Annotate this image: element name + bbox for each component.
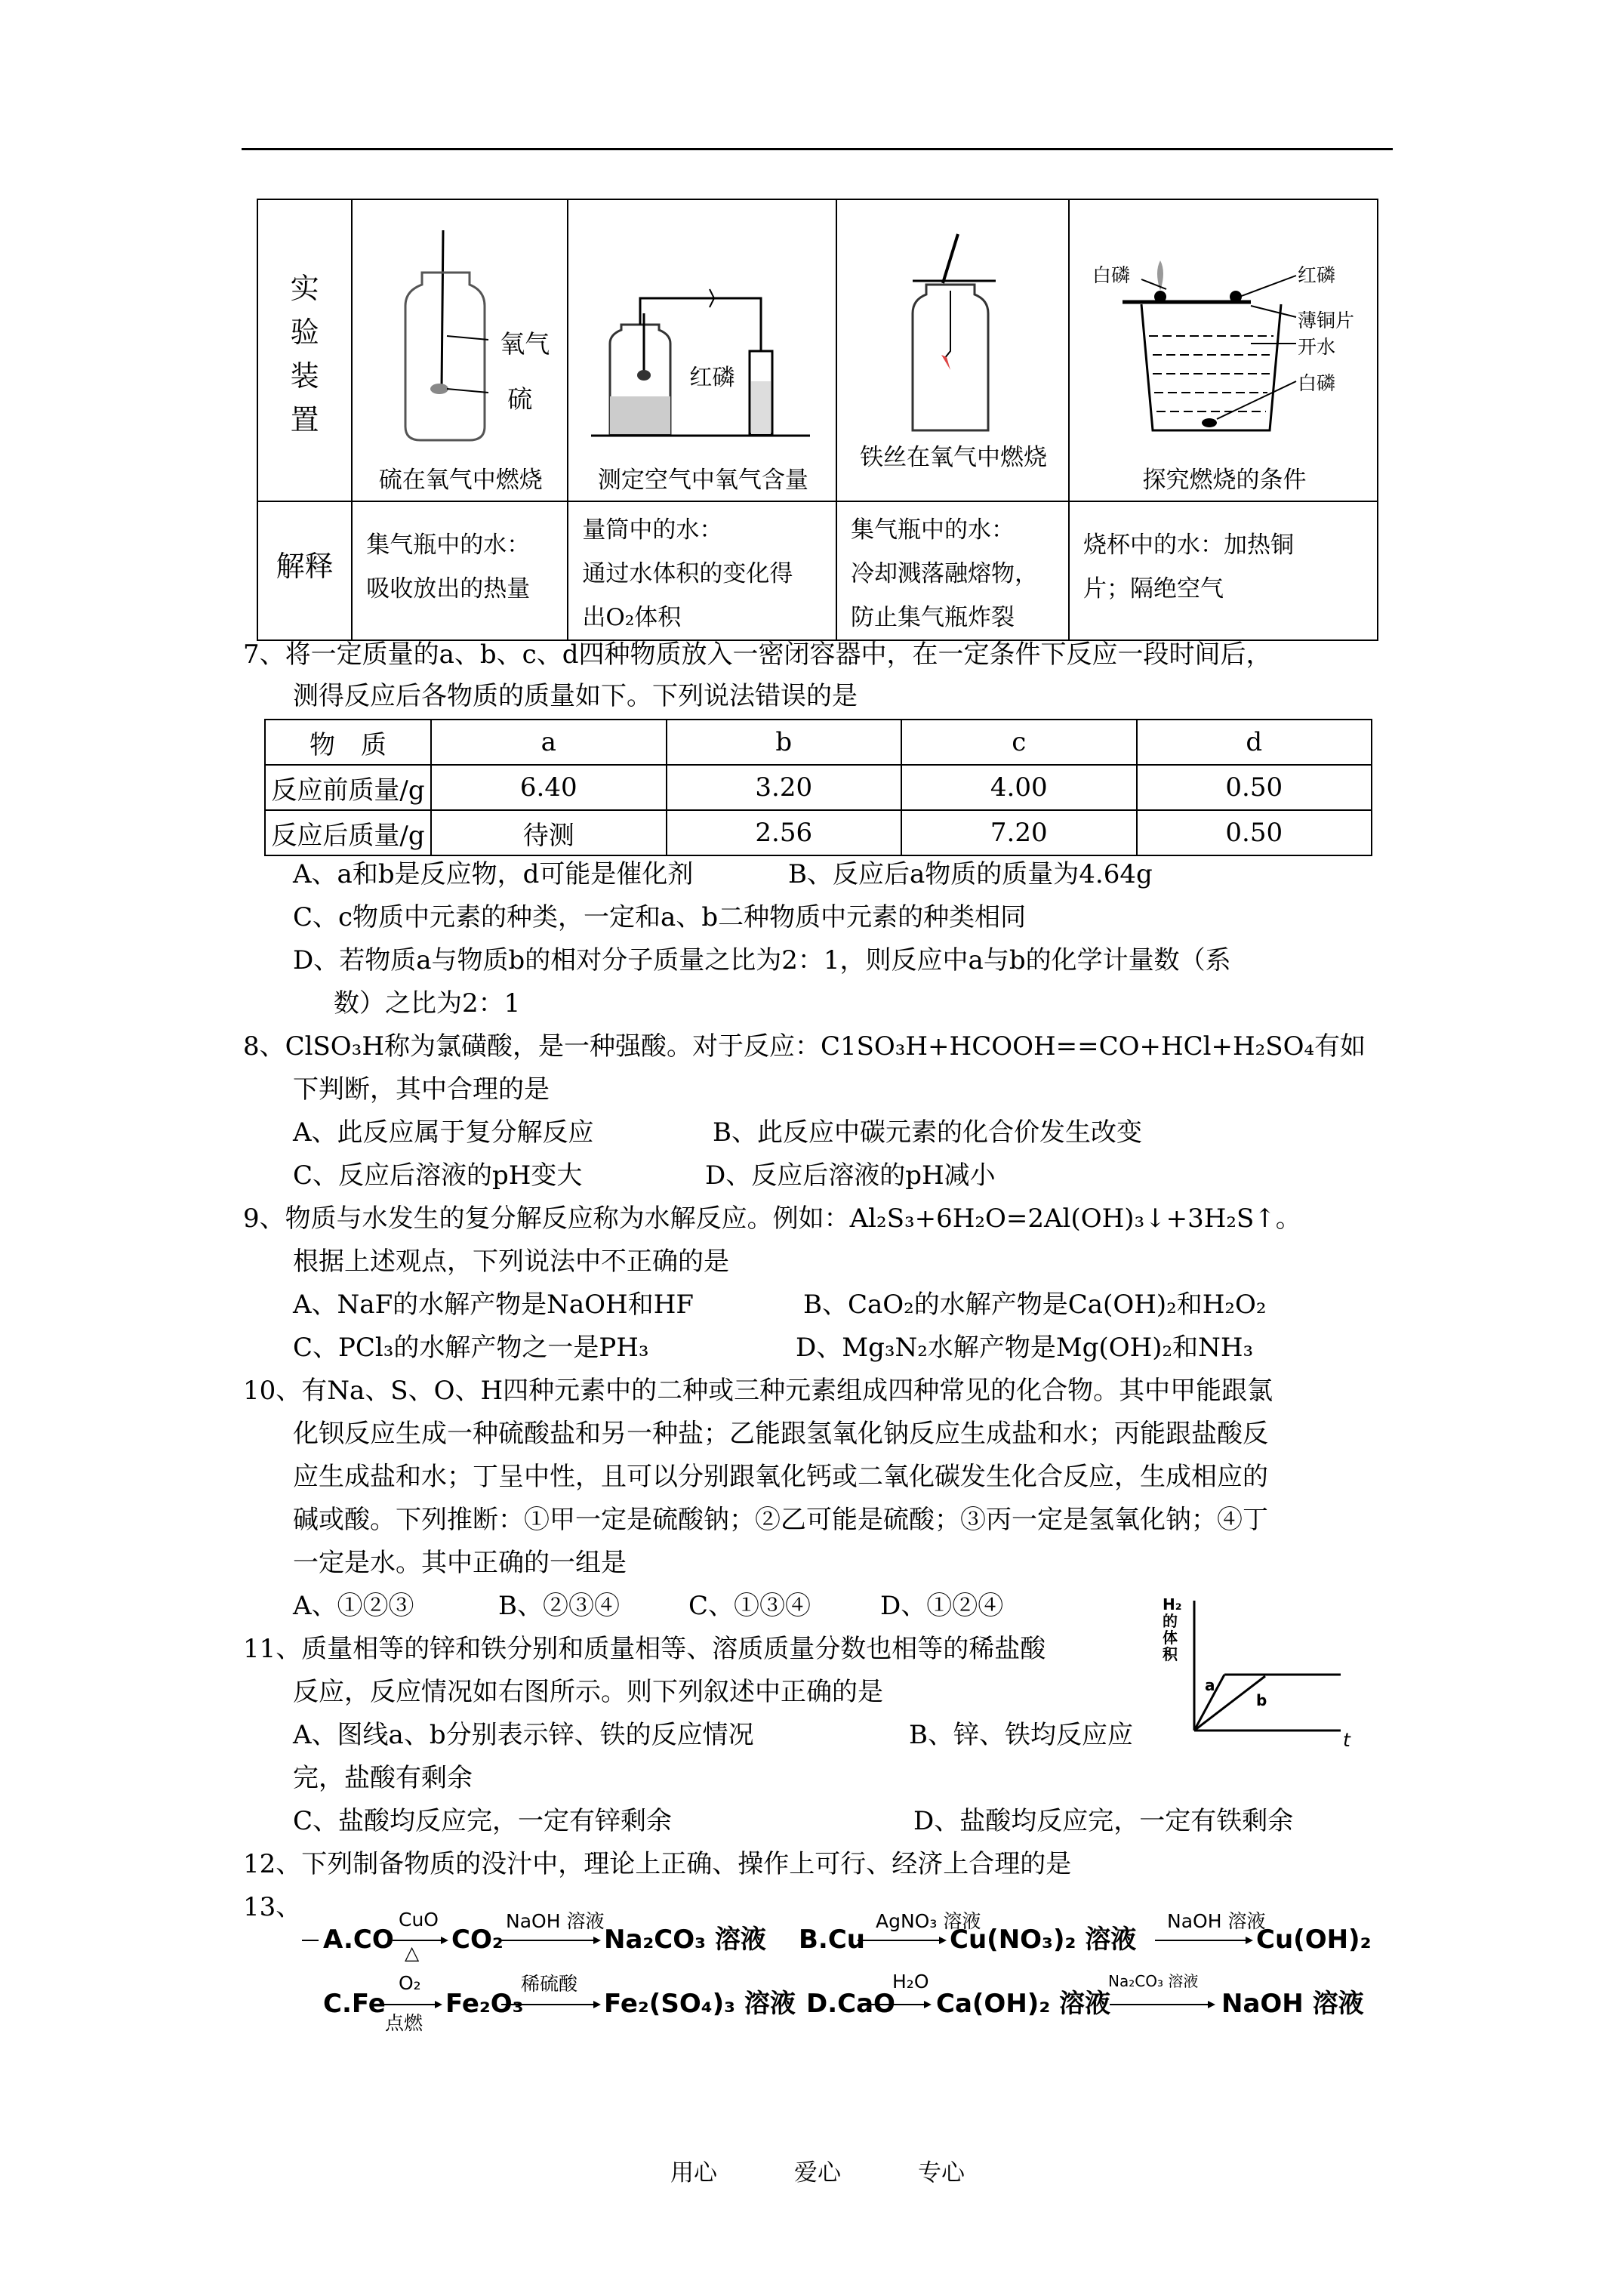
q10-option-c: C、①③④ (688, 1591, 812, 1621)
table-header-cell: c (901, 720, 1137, 765)
q13-b-reagent-2: NaOH 溶液 (1167, 1910, 1266, 1932)
table-cell: 0.50 (1137, 765, 1372, 810)
footer-text-3: 专心 (918, 2159, 965, 2187)
table-cell: 待测 (431, 810, 667, 855)
q10-option-a: A、①②③ (293, 1591, 414, 1621)
table-cell: 0.50 (1137, 810, 1372, 855)
expl-label-cell (257, 501, 352, 640)
q13-c-end: Fe₂(SO₄)₃ 溶液 (604, 1989, 796, 2019)
q9-stem-2: 根据上述观点，下列说法中不正确的是 (293, 1247, 729, 1277)
q13-c-start: C.Fe (323, 1989, 386, 2019)
label-red-phosphorus-2: 红磷 (1297, 264, 1335, 286)
label-copper-sheet: 薄铜片 (1297, 310, 1354, 331)
q10-line-5: 一定是水。其中正确的一组是 (293, 1548, 627, 1578)
footer-text-2: 爱心 (794, 2159, 841, 2187)
q13-b-end: Cu(OH)₂ (1256, 1925, 1372, 1955)
q13-a-condition-1: △ (405, 1942, 420, 1964)
q13-d-start: D.CaO (806, 1989, 895, 2019)
q9-option-a: A、NaF的水解产物是NaOH和HF (293, 1290, 694, 1320)
explanation-sulfur: 集气瓶中的水： 吸收放出的热量 (366, 532, 531, 603)
q13-a-end: Na₂CO₃ 溶液 (604, 1925, 766, 1955)
q11-stem-1: 11、质量相等的锌和铁分别和质量相等、溶质质量分数也相等的稀盐酸 (243, 1634, 1046, 1664)
q8-option-b: B、此反应中碳元素的化合价发生改变 (713, 1117, 1142, 1148)
q8-option-a: A、此反应属于复分解反应 (293, 1117, 594, 1148)
q10-option-d: D、①②④ (880, 1591, 1004, 1621)
table-header-cell: b (667, 720, 902, 765)
expl-cell-air (568, 501, 836, 640)
graph-line-b-label: b (1256, 1691, 1267, 1709)
q13-a-mid: CO₂ (451, 1925, 504, 1955)
experiment-table (257, 199, 1378, 641)
footer-text-1: 用心 (670, 2159, 717, 2187)
table-cell: 反应后质量/g (265, 810, 431, 855)
apparatus-cell-air (568, 199, 836, 501)
q8-stem-2: 下判断，其中合理的是 (293, 1074, 550, 1105)
apparatus-label: 实验装置 (290, 272, 319, 436)
caption-iron: 铁丝在氧气中燃烧 (859, 444, 1047, 471)
table-header-cell: a (431, 720, 667, 765)
graph-ylabel: H₂的体积 (1163, 1595, 1182, 1663)
q13-a-reagent-2: NaOH 溶液 (506, 1910, 605, 1932)
q7-stem-1: 7、将一定质量的a、b、c、d四种物质放入一密闭容器中，在一定条件下反应一段时间后， (243, 639, 1272, 670)
header-cell (257, 199, 352, 501)
q11-option-b-1: B、锌、铁均反应应 (909, 1720, 1133, 1750)
q13-d-end: NaOH 溶液 (1221, 1989, 1364, 2019)
iron-wire-drawing (837, 200, 1070, 449)
table-cell: 4.00 (901, 765, 1137, 810)
label-oxygen: 氧气 (500, 329, 550, 359)
q12-stem: 12、下列制备物质的没汁中，理论上正确、操作上可行、经济上合理的是 (243, 1849, 1072, 1879)
table-row (265, 765, 1372, 810)
table-cell: 7.20 (901, 810, 1137, 855)
table-header-cell: 物 质 (265, 720, 431, 765)
q7-option-a: A、a和b是反应物，d可能是催化剂 (293, 859, 694, 889)
apparatus-cell-iron (836, 199, 1069, 501)
q11-option-d: D、盐酸均反应完，一定有铁剩余 (913, 1806, 1294, 1836)
q10-line-3: 应生成盐和水；丁呈中性，且可以分别跟氧化钙或二氧化碳发生化合反应，生成相应的 (293, 1462, 1268, 1492)
mass-table (264, 719, 1372, 856)
q13-b-reagent-1: AgNO₃ 溶液 (876, 1910, 981, 1932)
header-rule (242, 148, 1393, 150)
explanation-label: 解释 (276, 550, 334, 583)
caption-sulfur: 硫在氧气中燃烧 (378, 467, 543, 494)
q10-option-b: B、②③④ (498, 1591, 620, 1621)
q8-option-c: C、反应后溶液的pH变大 (293, 1160, 583, 1191)
table-cell: 3.20 (667, 765, 902, 810)
q11-option-c: C、盐酸均反应完，一定有锌剩余 (293, 1806, 673, 1836)
q13-c-reagent-2: 稀硫酸 (521, 1973, 578, 1995)
q13-c-reagent-1: O₂ (399, 1972, 421, 1994)
q13-c-mid: Fe₂O₃ (445, 1989, 524, 2019)
q9-stem-1: 9、物质与水发生的复分解反应称为水解反应。例如：Al₂S₃+6H₂O=2Al(OH)₃↓+3H₂S↑。 (243, 1203, 1301, 1234)
expl-cell-iron (836, 501, 1069, 640)
q13-b-mid: Cu(NO₃)₂ 溶液 (950, 1925, 1137, 1955)
q7-option-b: B、反应后a物质的质量为4.64g (788, 859, 1153, 889)
label-sulfur: 硫 (507, 384, 533, 414)
expl-cell-combustion (1069, 501, 1378, 640)
caption-air: 测定空气中氧气含量 (597, 467, 808, 494)
label-white-phosphorus-top: 白磷 (1092, 264, 1130, 286)
q8-stem-1: 8、ClSO₃H称为氯磺酸，是一种强酸。对于反应：C1SO₃H+HCOOH==CO+HCl+H₂SO₄有如 (243, 1031, 1366, 1062)
explanation-iron: 集气瓶中的水： 冷却溅落融熔物， 防止集气瓶炸裂 (850, 516, 1038, 631)
q7-stem-2: 测得反应后各物质的质量如下。下列说法错误的是 (293, 681, 858, 711)
q8-option-d: D、反应后溶液的pH减小 (705, 1160, 996, 1191)
graph-xlabel: t (1343, 1729, 1350, 1751)
q11-stem-2: 反应，反应情况如右图所示。则下列叙述中正确的是 (293, 1677, 883, 1707)
q9-option-b: B、CaO₂的水解产物是Ca(OH)₂和H₂O₂ (803, 1290, 1267, 1320)
explanation-combustion: 烧杯中的水：加热铜 片；隔绝空气 (1083, 532, 1294, 603)
q7-option-d-2: 数）之比为2：1 (334, 988, 521, 1019)
q10-line-4: 碱或酸。下列推断：①甲一定是硫酸钠；②乙可能是硫酸；③丙一定是氢氧化钠；④丁 (293, 1505, 1268, 1535)
label-red-phosphorus: 红磷 (689, 365, 735, 391)
q10-line-2: 化钡反应生成一种硫酸盐和另一种盐；乙能跟氢氧化钠反应生成盐和水；丙能跟盐酸反 (293, 1419, 1268, 1449)
q13-d-mid: Ca(OH)₂ 溶液 (936, 1989, 1111, 2019)
q13-d-reagent-2: Na₂CO₃ 溶液 (1108, 1972, 1199, 1990)
q7-option-c: C、c物质中元素的种类，一定和a、b二种物质中元素的种类相同 (293, 902, 1027, 932)
h2-volume-graph (1160, 1593, 1356, 1751)
expl-cell-sulfur (352, 501, 568, 640)
table-cell: 2.56 (667, 810, 902, 855)
q11-option-b-2: 完，盐酸有剩余 (293, 1763, 473, 1793)
graph-line-a-label: a (1205, 1676, 1215, 1694)
q9-option-c: C、PCl₃的水解产物之一是PH₃ (293, 1333, 649, 1363)
q11-option-a: A、图线a、b分别表示锌、铁的反应情况 (293, 1720, 754, 1750)
table-row (265, 810, 1372, 855)
apparatus-cell-sulfur (352, 199, 568, 501)
table-cell: 6.40 (431, 765, 667, 810)
table-row (265, 720, 1372, 765)
q9-option-d: D、Mg₃N₂水解产物是Mg(OH)₂和NH₃ (796, 1333, 1254, 1363)
q13-number: 13、 (243, 1892, 302, 1922)
q13-b-start: B.Cu (799, 1925, 865, 1955)
caption-combustion: 探究燃烧的条件 (1142, 467, 1307, 494)
q7-option-d-1: D、若物质a与物质b的相对分子质量之比为2：1，则反应中a与b的化学计量数（系 (293, 945, 1231, 975)
q13-a-reagent-1: CuO (399, 1909, 439, 1931)
label-white-phosphorus-bottom: 白磷 (1297, 372, 1335, 394)
explanation-air: 量筒中的水： 通过水体积的变化得 出O₂体积 (582, 516, 793, 631)
q10-line-1: 10、有Na、S、O、H四种元素中的二种或三种元素组成四种常见的化合物。其中甲能跟氯 (243, 1376, 1273, 1406)
table-cell: 反应前质量/g (265, 765, 431, 810)
apparatus-cell-combustion (1069, 199, 1378, 501)
label-hot-water: 开水 (1297, 336, 1335, 358)
air-oxygen-drawing (568, 200, 837, 449)
graph-axes (1160, 1593, 1356, 1744)
q13-d-reagent-1: H₂O (892, 1971, 929, 1992)
table-header-cell: d (1137, 720, 1372, 765)
q13-a-start: A.CO (323, 1925, 394, 1955)
q13-c-condition-1: 点燃 (385, 2012, 423, 2034)
